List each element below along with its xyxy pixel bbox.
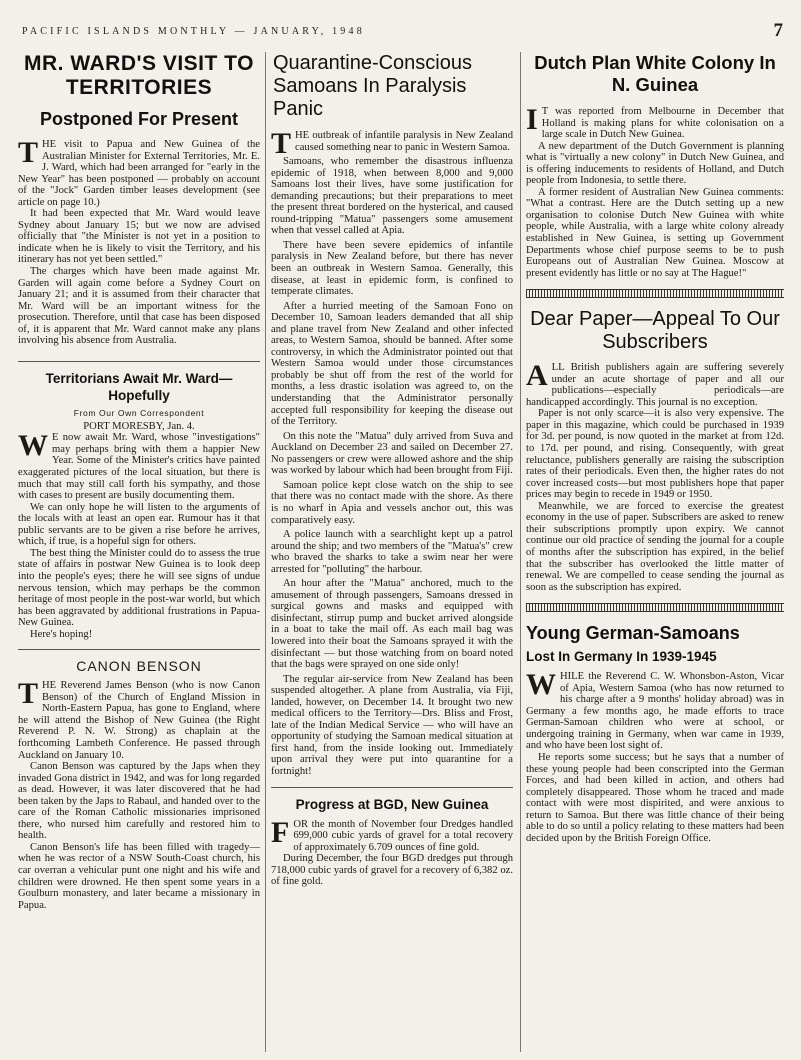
article-paragraph: I T was reported from Melbourne in December that Holland is making plans for white colonisation on a large scale in Dutch New Guinea. <box>526 103 784 141</box>
headline-quarantine-samoans: Quarantine-Conscious Samoans In Paralysis Panic <box>273 52 472 120</box>
ornamental-divider <box>526 603 784 612</box>
article-paragraph: We can only hope he will listen to the arguments of the locals with at least an open ear. Rumour has it that public servants are to be given a rise before he arrives, which, if true, is a hopeful sign for others. <box>18 501 260 548</box>
drop-cap: T <box>18 677 39 711</box>
headline-dutch-plan: Dutch Plan White Colony In N. Guinea <box>534 52 776 95</box>
article-paragraph: It had been expected that Mr. Ward would leave Sydney about January 15; but we now are advised officially that "the Minister is not yet in a position to indicate when he is likely to visit the Territory, and his itinerary has not yet been settled." <box>18 208 260 266</box>
article-paragraph: Samoan police kept close watch on the ship to see that there was no contact made with the shore. As there is no wharf in Apia and vessels anchor out, this was comparatively easy. <box>271 479 513 526</box>
headline-dear-paper: Dear Paper—Appeal To Our Subscribers <box>530 308 780 354</box>
article-paragraph: A former resident of Australian New Guinea comments: "What a contrast. Here are the Dutch setting up a new organisation to colonise Dutch New Guinea with white people, while Australia, with a large white colony already established in New Guinea, is setting up Government Departments whose chief purpose seems to be to push Europeans out of Australian New Guinea. Moscow at present evidently has little or no say at The Hague!" <box>526 186 784 279</box>
subheadline-lost-in-germany: Lost In Germany In 1939-1945 <box>526 649 717 665</box>
drop-cap: W <box>526 668 556 702</box>
article-paragraph: The best thing the Minister could do to assess the true state of affairs in postwar New Guinea is to look deep into the people's eyes; there he will see signs of undue nervous tension, which may perhaps be the common heritage of most people in the post-war world, but which has been aggravated by additional frustrations in Papua-New Guinea. <box>18 547 260 629</box>
article-paragraph: Canon Benson's life has been filled with tragedy—when he was rector of a NSW South-Coast church, his car overran a vehicular punt one night and his wife and children were drowned. He then spent some years in a Goulburn monastery, and later became a missionary in Papua. <box>18 841 260 911</box>
column-middle <box>271 52 513 888</box>
article-paragraph: Meanwhile, we are forced to exercise the greatest economy in the use of paper. Subscribers are asked to renew their subscriptions promptly upon expiry. We cannot continue our old practice of sending the journal for a couple of months after the subscription has expired, in the belief that the subscriber has overlooked the little matter of renewal. We are compelled to cease sending the journal as soon as the subscription has expired. <box>526 500 784 593</box>
article-paragraph: W E now await Mr. Ward, whose "investigations" may perhaps bring with them a happier New Year. Some of the Minister's critics have painted exaggerated pictures of the local situation, but there is much that may still call forth his sympathy, and those with cases to present are busily documenting them. <box>18 429 260 502</box>
byline: From Our Own Correspondent <box>73 407 205 418</box>
article-paragraph: THE visit to Papua and New Guinea of the Australian Minister for External Territories, Mr. E. J. Ward, which had been arranged for "early in the New Year" has been postponed — probably on account of the "Jock" Garden timber leases development (see article on page 10.) <box>18 136 260 208</box>
article-paragraph: FOR the month of November four Dredges handled 699,000 cubic yards of gravel for a total recovery of approximately 6.709 ounces of fine gold. <box>271 815 513 853</box>
drop-cap: A <box>526 359 548 393</box>
article-paragraph: Paper is not only scarce—it is also very expensive. The paper in this magazine, which could be purchased in 1939 for 3d. per pound, is now quoted in the market at from 12d. to 17d. per pound, and rising. Consequently, with great reluctance, publishers generally are raising the subscription rates of their periodicals. Even then, the higher rates do not cover increased costs—but most publishers hope that paper prices may begin to recede in 1949 or 1950. <box>526 408 784 501</box>
column-right <box>526 52 784 844</box>
section-divider <box>18 649 260 650</box>
headline-territorians-await: Territorians Await Mr. Ward—Hopefully <box>45 370 233 403</box>
article-paragraph: THE outbreak of infantile paralysis in New Zealand caused something near to panic in Western Samoa. <box>271 127 513 160</box>
headline-german-samoans: Young German-Samoans <box>526 623 740 644</box>
article-paragraph: On this note the "Matua" duly arrived from Suva and Auckland on December 23 and sailed on December 27. No passengers or crew were allowed ashore and the ship was worked by labour which had been brought from Fiji. <box>271 430 513 477</box>
article-paragraph: After a hurried meeting of the Samoan Fono on December 10, Samoan leaders demanded that all ship and plane travel from New Zealand and other infected areas, to Western Samoa, should be banned. After some controversy, in which the Administrator pointed out that Western Samoa would under those circumstances probably be shut off from the rest of the world for months, a less drastic isolation was agreed to, on the understanding that the Administrator personally accepted full responsibility for keeping the disease out of the Territory. <box>271 300 513 428</box>
headline-ward-visit: MR. WARD'S VISIT TO TERRITORIES <box>24 52 254 99</box>
section-divider <box>18 361 260 362</box>
article-paragraph: A new department of the Dutch Government is planning what is "virtually a new colony" in Dutch New Guinea, and is offering inducements to residents of Holland, and Dutch people from Indonesia, to settle there. <box>526 140 784 187</box>
section-divider <box>271 787 513 788</box>
article-paragraph: During December, the four BGD dredges put through 718,000 cubic yards of gravel for a recovery of 6,382 oz. of fine gold. <box>271 853 513 888</box>
drop-cap: T <box>271 127 292 160</box>
article-paragraph: There have been severe epidemics of infantile paralysis in New Zealand before, but there has never been an outbreak in Western Samoa. Generally, this disease, at least in epidemic form, is confined to temperate climates. <box>271 239 513 298</box>
drop-cap: F <box>271 815 290 849</box>
subheadline-postponed: Postponed For Present <box>39 109 239 129</box>
article-paragraph: Canon Benson was captured by the Japs when they invaded Gona district in 1942, and was for long regarded as dead. However, it was later discovered that he had been taken by the Japs to Rabaul, and handed over to the care of the Roman Catholic missionaries imprisoned there, who nursed him carefully and restored him to health. <box>18 761 260 842</box>
column-rule <box>520 52 521 1052</box>
article-paragraph: ALL British publishers again are suffering severely under an acute shortage of paper and all our publications—especially periodicals—are handicapped accordingly. This journal is no exception. <box>526 359 784 408</box>
article-paragraph: Here's hoping! <box>30 628 93 640</box>
headline-canon-benson: CANON BENSON <box>76 658 202 675</box>
column-rule <box>265 52 266 1052</box>
column-left <box>18 52 260 911</box>
article-paragraph: A police launch with a searchlight kept up a patrol around the ship; and two members of the "Matua's" crew who braved the sharks to take a swim near her were arrested for "polluting" the harbour. <box>271 529 513 575</box>
article-paragraph: He reports some success; but he says that a number of these young people had been conscripted into the German Forces, and had been killed in action, and others had completely disappeared. Those whom he traced and made contact with were most dispirited, and were anxious to return to Samoa. But there was little chance of their being able to do so until a policy relating to these matters had been decided upon by the British Foreign Office. <box>526 751 784 844</box>
article-paragraph: The charges which have been made against Mr. Garden will again come before a Sydney Court on January 21; and it is assumed from their character that Mr. Ward will be an important witness for the prosecution. Therefore, until that case has been disposed of, it is apparent that Mr. Ward cannot make any plans involving his absence from Australia. <box>18 266 260 347</box>
article-paragraph: THE Reverend James Benson (who is now Canon Benson) of the Church of England Mission in North-Eastern Papua, has gone to England, where he will attend the Bishop of New Guinea (the Right Reverend P. N. W. Strong) as chaplain at the forthcoming Lambeth Conference. He passed through Auckland on January 10. <box>18 677 260 761</box>
drop-cap: I <box>526 103 538 136</box>
headline-bgd-progress: Progress at BGD, New Guinea <box>295 796 489 812</box>
dateline: PORT MORESBY, Jan. 4. <box>83 420 195 432</box>
article-paragraph: WHILE the Reverend C. W. Whonsbon-Aston, Vicar of Apia, Western Samoa (who has now returned to his charge after a 9 months' holiday abroad) was in Germany a few months ago, he made efforts to trace German-Samoan children who were at school, or undergoing training in Germany, when war came in 1939, and who have been lost sight of. <box>526 668 784 752</box>
ornamental-divider <box>526 289 784 298</box>
drop-cap: W <box>18 429 48 463</box>
article-paragraph: Samoans, who remember the disastrous influenza epidemic of 1918, when between 8,000 and 9,000 Samoans lost their lives, have some justification for demanding precautions; but their preparations to meet the present threat bordered on the hysterical, and caused round-tripping "Matua" passengers some amusement when that vessel called at Apia. <box>271 156 513 237</box>
page-number: 7 <box>773 20 783 41</box>
drop-cap: T <box>18 136 39 169</box>
running-head: PACIFIC ISLANDS MONTHLY — JANUARY, 1948 <box>22 26 365 37</box>
article-paragraph: An hour after the "Matua" anchored, much to the amusement of through passengers, Samoans dressed in surgical gowns and masks and equipped with disinfectant, stirrup pump and bucket arrived alongside in a boat to take the mail off. As each mail bag was lowered into their boat the Samoans sprayed it with the disinfectant — but those watching from on board noted that the bags were sprayed on one side only! <box>271 578 513 671</box>
article-paragraph: The regular air-service from New Zealand has been suspended altogether. A plane from Australia, via Fiji, landed, however, on December 14. It brought two new medical officers to the Territory—Drs. Bliss and Frost, late of the Indian Medical Service — who will have an opportunity of studying the Samoan medical situation at first hand, from the inside looking out. Immediately upon arrival they were put into quarantine for a fortnight! <box>271 673 513 777</box>
